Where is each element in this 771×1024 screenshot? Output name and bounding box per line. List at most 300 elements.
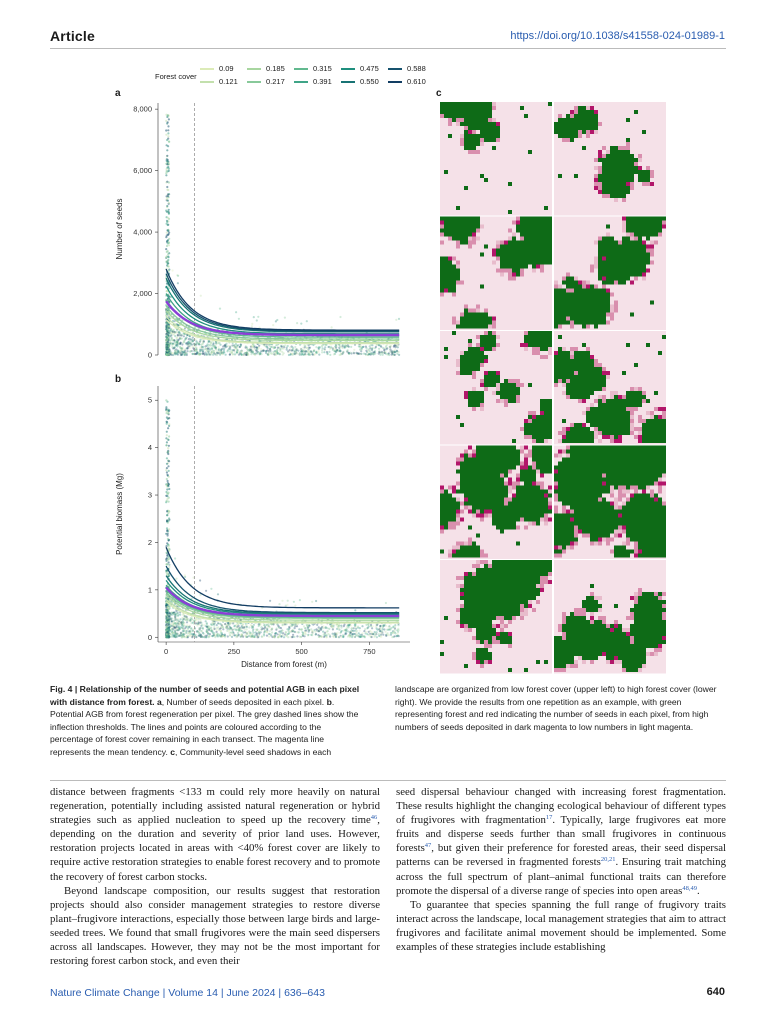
data-point [254,346,256,348]
data-point [266,631,268,633]
data-point [167,338,169,340]
forest-cell [642,217,646,221]
forest-cell [548,217,552,221]
scatter-points [165,114,400,357]
forest-cell [516,391,520,395]
data-point [226,350,228,352]
forest-cell [512,261,516,265]
seed-cell [614,309,618,313]
data-point [176,626,178,628]
seed-cell [570,110,574,114]
forest-cell [448,106,452,110]
forest-cell [558,321,562,325]
seed-cell [570,321,574,325]
data-point [346,350,348,352]
forest-cell [602,249,606,253]
forest-cell [528,331,532,335]
seed-cell [456,118,460,122]
data-point [355,632,357,634]
data-point [199,349,201,351]
forest-cell [622,265,626,269]
forest-cell [574,317,578,321]
forest-cell [586,297,590,301]
forest-cell [532,249,536,253]
data-point [168,548,170,550]
seed-cell [488,118,492,122]
forest-cell [582,301,586,305]
forest-cell [444,106,448,110]
forest-cell [452,221,456,225]
x-tick-label: 500 [295,647,308,656]
forest-cell [468,339,472,343]
forest-cell [602,241,606,245]
seed-cell [456,359,460,363]
forest-cell [476,325,480,329]
forest-cell [448,265,452,269]
forest-cell [524,221,528,225]
data-point [376,627,378,629]
seed-cell [582,281,586,285]
forest-cell [606,182,610,186]
forest-cell [536,257,540,261]
seed-cell [634,277,638,281]
forest-cell [440,261,444,265]
forest-cell [464,237,468,241]
data-point [276,319,278,321]
forest-cell [476,317,480,321]
data-point [328,351,330,353]
forest-cell [528,229,532,233]
data-point [329,348,331,350]
data-point [176,629,178,631]
forest-cell [642,174,646,178]
forest-cell [536,249,540,253]
data-point [206,623,208,625]
data-point [182,628,184,630]
seed-cell [610,293,614,297]
data-point [222,626,224,628]
y-tick-label: 1 [147,585,152,595]
forest-cell [544,245,548,249]
forest-cell [476,313,480,317]
data-point [378,350,380,352]
legend-item [388,77,426,86]
data-point [279,349,281,351]
forest-cell [484,339,488,343]
forest-cell [532,427,536,431]
seed-cell [520,427,524,431]
forest-cell [622,245,626,249]
forest-cell [634,225,638,229]
forest-cell [594,301,598,305]
legend-item [247,64,285,73]
data-point [222,628,224,630]
data-point [170,623,172,625]
forest-cell [618,150,622,154]
data-point [321,349,323,351]
forest-cell [492,375,496,379]
forest-cell [654,229,658,233]
seed-cell [496,387,500,391]
forest-cell [504,257,508,261]
forest-cell [594,114,598,118]
forest-cell [464,325,468,329]
forest-cell [614,261,618,265]
forest-cell [544,229,548,233]
forest-cell [626,245,630,249]
seed-cell [570,114,574,118]
forest-cell [452,102,456,106]
data-point [195,353,197,355]
data-point [166,527,168,529]
forest-cell [488,343,492,347]
forest-cell [464,130,468,134]
seed-cell [650,174,654,178]
forest-cell [520,217,524,221]
data-point [166,500,168,502]
forest-cell [480,134,484,138]
data-point [166,205,168,207]
data-point [238,318,240,320]
seed-cell [480,383,484,387]
data-point [220,348,222,350]
x-axis-label: Distance from forest (m) [241,660,327,669]
forest-cell [508,210,512,214]
data-point [227,635,229,637]
data-point [303,633,305,635]
data-point [251,323,253,325]
forest-cell [476,118,480,122]
data-point [172,621,174,623]
data-point [168,170,170,172]
data-point [271,628,273,630]
data-point [294,625,296,627]
data-point [229,622,231,624]
forest-cell [512,237,516,241]
forest-cell [524,114,528,118]
forest-cell [440,285,444,289]
forest-cell [536,253,540,257]
forest-cell [440,229,444,233]
forest-cell [520,229,524,233]
forest-cell [626,162,630,166]
forest-cell [622,273,626,277]
forest-cell [540,249,544,253]
forest-cell [626,190,630,194]
forest-cell [598,174,602,178]
forest-cell [472,225,476,229]
forest-cell [574,126,578,130]
forest-cell [574,313,578,317]
seed-cell [492,325,496,329]
data-point [228,630,230,632]
forest-cell [654,233,658,237]
data-point [340,631,342,633]
data-point [192,337,194,339]
data-point [199,622,201,624]
forest-cell [610,182,614,186]
seed-cell [504,399,508,403]
data-point [328,628,330,630]
forest-cell [638,178,642,182]
forest-cell [630,217,634,221]
data-point [168,633,170,635]
seed-cell [598,122,602,126]
data-point [216,624,218,626]
forest-cell [452,289,456,293]
forest-cell [622,158,626,162]
data-point [388,626,390,628]
seed-cell [476,343,480,347]
forest-cell [622,194,626,198]
data-point [166,520,168,522]
seed-cell [508,229,512,233]
forest-cell [528,261,532,265]
legend-label: 0.391 [313,77,332,86]
forest-cell [532,331,536,335]
data-point [369,630,371,632]
forest-cell [606,190,610,194]
data-point [359,636,361,638]
forest-cell [544,261,548,265]
forest-cell [606,273,610,277]
forest-cell [574,118,578,122]
forest-cell [548,253,552,257]
forest-cell [460,237,464,241]
forest-cell [520,257,524,261]
data-point [396,629,398,631]
forest-cell [638,253,642,257]
seed-cell [520,273,524,277]
forest-cell [614,146,618,150]
data-point [277,625,279,627]
forest-cell [484,245,488,249]
forest-cell [472,114,476,118]
legend-title: Forest cover [155,72,197,81]
legend-label: 0.475 [360,64,379,73]
seed-cell [472,130,476,134]
forest-cell [646,261,650,265]
forest-cell [574,309,578,313]
data-point [168,622,170,624]
forest-cell [540,229,544,233]
seed-cell [598,190,602,194]
forest-cell [500,261,504,265]
forest-cell [642,265,646,269]
seed-cell [598,150,602,154]
data-point [168,445,170,447]
seed-cell [480,225,484,229]
data-point [240,628,242,630]
forest-cell [544,237,548,241]
forest-cell [448,289,452,293]
doi-link[interactable]: https://doi.org/10.1038/s41558-024-01989-1 [510,30,725,42]
forest-cell [512,399,516,403]
data-point [172,339,174,341]
seed-cell [440,293,444,297]
forest-cell [554,126,558,130]
data-point [300,323,302,325]
data-point [165,628,167,630]
data-point [166,290,168,292]
seed-cell [586,106,590,110]
data-point [200,625,202,627]
forest-cell [638,237,642,241]
data-point [166,609,168,611]
data-point [241,625,243,627]
seed-cell [468,309,472,313]
data-point [398,351,400,353]
data-point [376,636,378,638]
header-divider [50,48,726,49]
data-point [195,634,197,636]
forest-cell [464,313,468,317]
forest-cell [476,102,480,106]
seed-cell [606,150,610,154]
data-point [231,351,233,353]
data-point [168,345,170,347]
forest-cell [460,217,464,221]
data-point [356,630,358,632]
seed-cell [440,241,444,245]
forest-cell [622,281,626,285]
forest-cell [598,301,602,305]
forest-cell [554,305,558,309]
forest-cell [488,335,492,339]
forest-cell [642,245,646,249]
data-point [184,353,186,355]
data-point [361,625,363,627]
forest-cell [516,229,520,233]
forest-cell [630,225,634,229]
data-point [201,343,203,345]
data-point [398,318,400,320]
data-point [315,628,317,630]
data-point [166,181,168,183]
data-point [258,347,260,349]
forest-cell [586,317,590,321]
forest-cell [574,281,578,285]
forest-cell [500,245,504,249]
data-point [167,129,169,131]
seed-cell [512,273,516,277]
forest-cell [606,265,610,269]
y-tick-label: 4 [147,443,152,453]
forest-cell [590,118,594,122]
data-point [166,144,168,146]
seed-cell [460,351,464,355]
legend-swatch [388,68,402,70]
forest-cell [472,403,476,407]
seed-cell [452,321,456,325]
forest-cell [626,217,630,221]
forest-cell [582,130,586,134]
data-point [241,633,243,635]
forest-cell [536,237,540,241]
data-point [286,349,288,351]
forest-cell [448,269,452,273]
forest-cell [658,225,662,229]
forest-cell [536,245,540,249]
seed-cell [630,281,634,285]
forest-cell [586,122,590,126]
data-point [385,635,387,637]
forest-cell [562,309,566,313]
seed-cell [508,237,512,241]
seed-cell [618,146,622,150]
forest-cell [452,265,456,269]
forest-cell [464,225,468,229]
data-point [247,349,249,351]
forest-cell [614,194,618,198]
forest-cell [554,321,558,325]
data-point [222,352,224,354]
forest-cell [650,221,654,225]
legend-item [294,64,332,73]
data-point [199,340,201,342]
seed-cell [524,347,528,351]
section-label: Article [50,28,95,44]
forest-cell [610,186,614,190]
seed-cell [496,383,500,387]
forest-cell [650,217,654,221]
seed-cell [496,138,500,142]
y-tick-label: 8,000 [133,104,152,114]
forest-cell [476,217,480,221]
data-point [246,632,248,634]
data-point [245,347,247,349]
forest-cell [606,253,610,257]
data-point [229,354,231,356]
data-point [292,636,294,638]
forest-cell [496,126,500,130]
forest-cell [606,162,610,166]
data-point [382,634,384,636]
seed-cell [634,237,638,241]
data-point [371,627,373,629]
forest-cell [654,221,658,225]
forest-cell [598,253,602,257]
seed-cell [614,281,618,285]
forest-cell [558,118,562,122]
forest-cell [610,190,614,194]
forest-cell [500,265,504,269]
forest-cell [548,237,552,241]
seed-cell [594,166,598,170]
data-point [217,626,219,628]
data-point [237,634,239,636]
seed-cell [618,241,622,245]
forest-cell [504,379,508,383]
forest-cell [570,277,574,281]
forest-cell [472,118,476,122]
forest-cell [512,241,516,245]
seed-cell [650,253,654,257]
data-point [327,633,329,635]
data-point [168,511,170,513]
forest-cell [476,106,480,110]
data-point [173,635,175,637]
seed-cell [558,325,562,329]
forest-cell [440,102,444,106]
forest-cell [606,281,610,285]
forest-cell [602,293,606,297]
forest-cell [614,245,618,249]
seed-cell [566,289,570,293]
forest-cell [566,285,570,289]
forest-cell [622,186,626,190]
data-point [266,624,268,626]
